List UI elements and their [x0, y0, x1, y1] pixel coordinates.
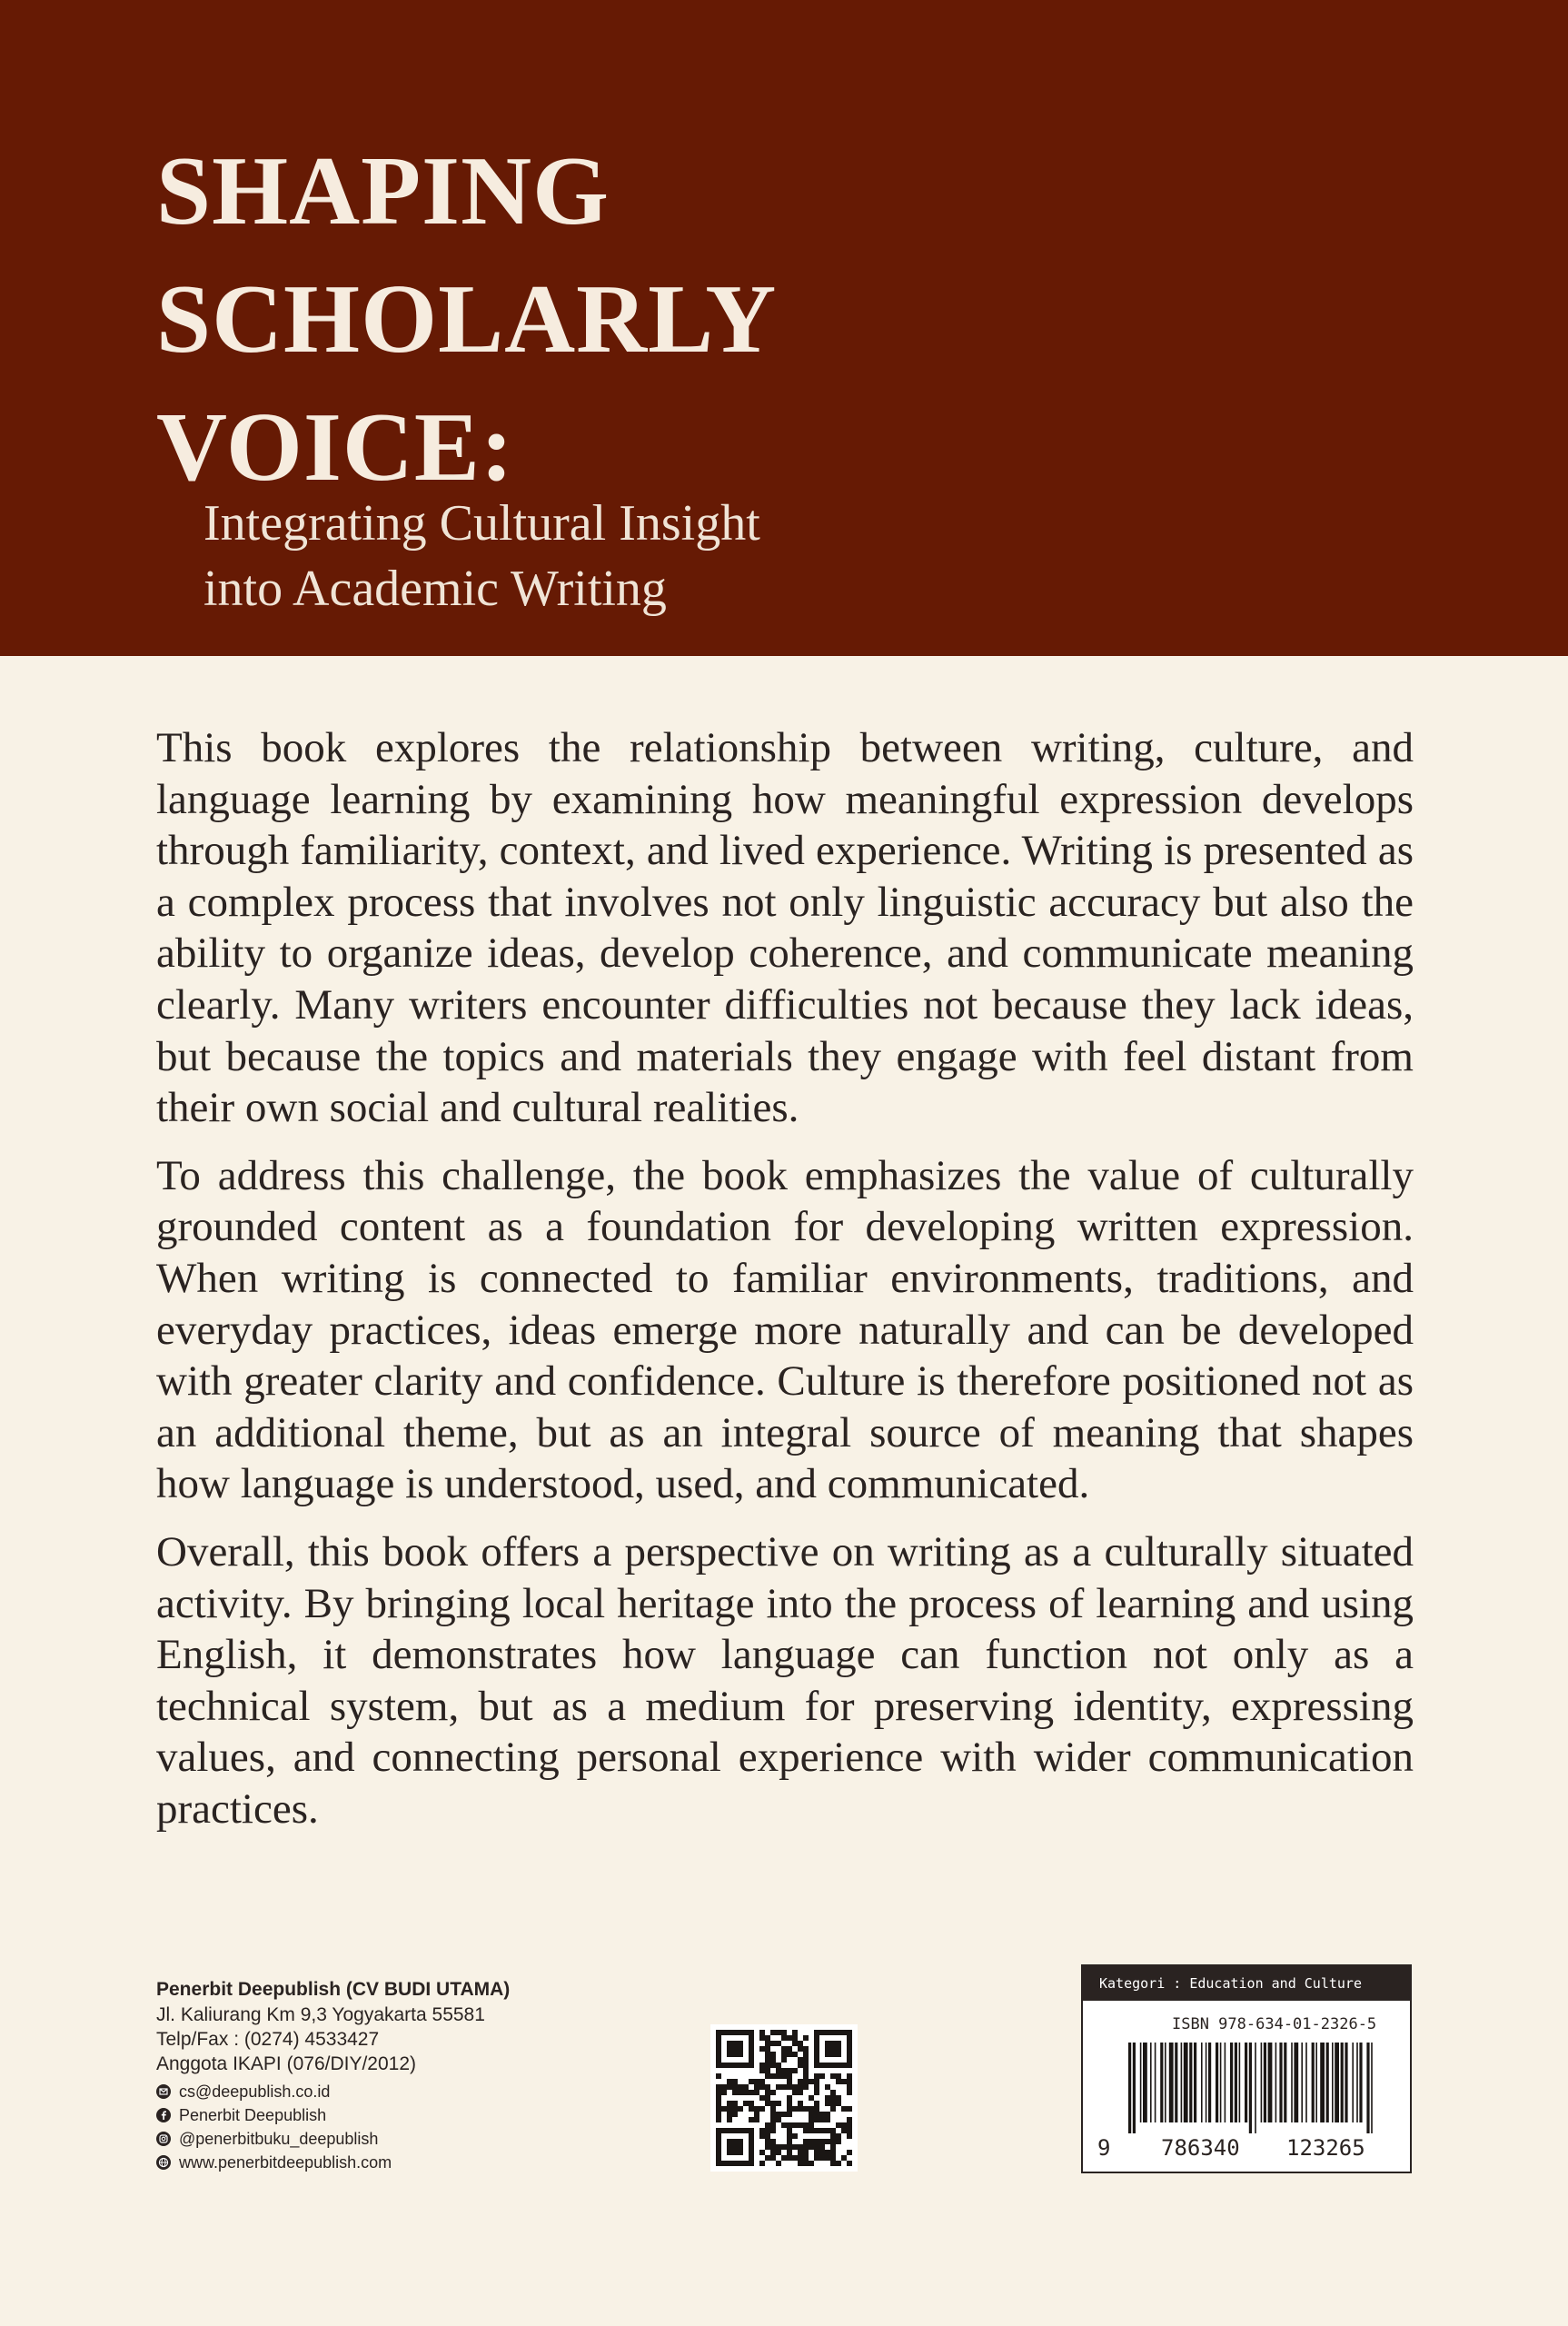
qr-code-image [710, 2024, 858, 2172]
barcode-digits-right: 123265 [1286, 2135, 1365, 2161]
publisher-phone: Telp/Fax : (0274) 4533427 [156, 2029, 380, 2050]
book-title-line-2: SCHOLARLY [156, 265, 778, 373]
contact-website[interactable] [156, 2151, 510, 2174]
isbn-barcode-box [1081, 1964, 1412, 2173]
category-label: Kategori : Education and Culture [1083, 1966, 1410, 2001]
contact-website-text: www.penerbitdeepublish.com [179, 2153, 392, 2172]
publisher-name: Penerbit Deepublish (CV BUDI UTAMA) [156, 1979, 511, 2000]
globe-icon [156, 2155, 171, 2170]
contact-email-text: cs@deepublish.co.id [179, 2082, 331, 2101]
contact-facebook[interactable] [156, 2103, 510, 2127]
publisher-membership: Anggota IKAPI (076/DIY/2012) [156, 2053, 417, 2074]
contact-facebook-text: Penerbit Deepublish [179, 2106, 327, 2124]
publisher-address: Jl. Kaliurang Km 9,3 Yogyakarta 55581 [156, 2004, 485, 2025]
book-title-line-1: SHAPING [156, 137, 610, 245]
publisher-contacts [156, 2080, 510, 2174]
book-title-line-3: VOICE: [156, 393, 514, 502]
contact-instagram-text: @penerbitbuku_deepublish [179, 2130, 379, 2148]
book-blurb [156, 722, 1414, 1851]
publisher-info [156, 1977, 510, 2174]
contact-email[interactable] [156, 2080, 510, 2103]
blurb-paragraph-2: To address this challenge, the book emphasizes the value of culturally grounded content as a foundation for developing written expression. When writing is connected to familiar environments, traditions, and everyday practices, ideas emerge more naturally and can be developed with greater clarity and confidence. Culture is therefore positioned not as an additional theme, but as an integral source of meaning that shapes how language is understood, used, and communicated. [156, 1151, 1414, 1508]
cover-header-band [0, 0, 1568, 656]
book-subtitle [203, 491, 760, 621]
barcode-bars [1128, 2043, 1375, 2133]
qr-code[interactable] [710, 2024, 858, 2172]
book-subtitle-line-2: into Academic Writing [203, 561, 667, 617]
email-icon [156, 2084, 171, 2099]
book-title [156, 127, 777, 512]
barcode-digit-lead: 9 [1097, 2135, 1111, 2161]
facebook-icon [156, 2108, 171, 2122]
isbn-text: ISBN 978-634-01-2326-5 [1172, 2015, 1377, 2033]
barcode-digits-left: 786340 [1161, 2135, 1240, 2161]
contact-instagram[interactable] [156, 2127, 510, 2151]
blurb-paragraph-1: This book explores the relationship between writing, culture, and language learning by examining how meaningful expression develops through familiarity, context, and lived experience. Writing is presented as a complex process that involves not only linguistic accuracy but also the ability to organize ideas, develop coherence, and communicate meaning clearly. Many writers encounter difficulties not because they lack ideas, but because the topics and materials they engage with feel distant from their own social and cultural realities. [156, 724, 1414, 1132]
blurb-paragraph-3: Overall, this book offers a perspective on writing as a culturally situated activity. By bringing local heritage into the process of learning and using English, it demonstrates how language can function not only as a technical system, but as a medium for preserving identity, expressing values, and connecting personal experience with wider communication practices. [156, 1527, 1414, 1833]
instagram-icon [156, 2132, 171, 2146]
book-subtitle-line-1: Integrating Cultural Insight [203, 495, 760, 552]
